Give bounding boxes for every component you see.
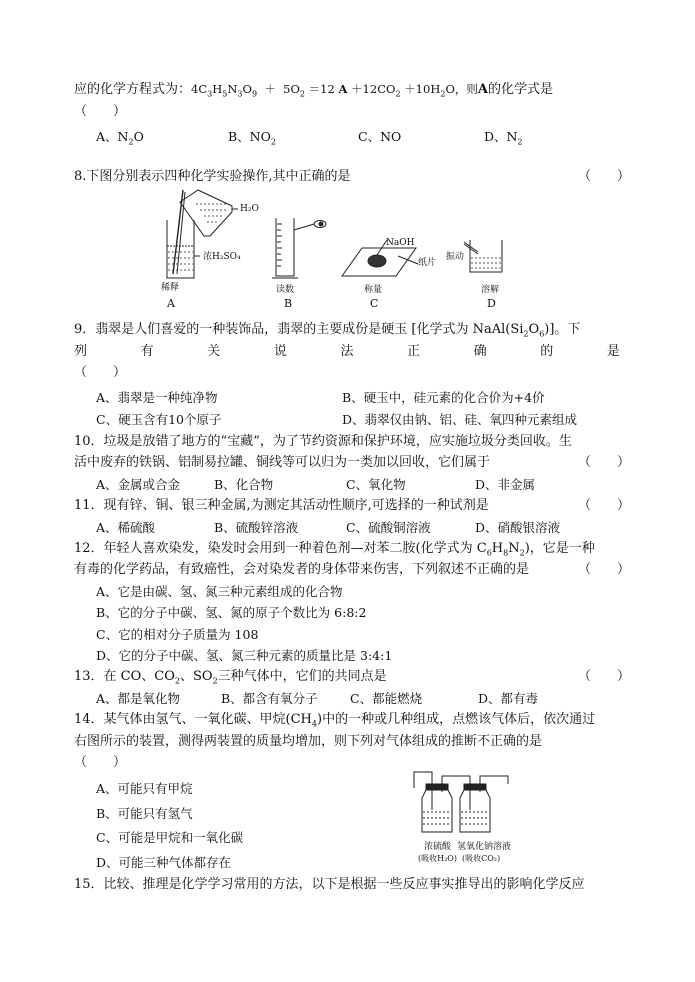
- q7-intro: 应的化学方程式为：: [74, 82, 192, 97]
- q13-answer-paren: （ ）: [578, 669, 631, 684]
- label-naoh-solution: 氢氧化钠溶液: [457, 842, 512, 852]
- q13-option-b: B、都含有氧分子: [221, 691, 318, 706]
- label-conc-h2so4: 浓H₂SO₄: [203, 252, 241, 262]
- figure-letter-a: A: [167, 297, 175, 310]
- q7-plus: ＋: [264, 82, 276, 96]
- q10-option-d: D、非金属: [475, 477, 536, 492]
- q9-option-b: B、硬玉中，硅元素的化合价为+4价: [342, 390, 545, 405]
- figure-a-dilution: [150, 186, 270, 286]
- label-conc-sulfuric: 浓硫酸: [424, 842, 452, 852]
- q11-option-a: A、稀硫酸: [96, 520, 156, 535]
- q14-option-c: C、可能是甲烷和一氧化碳: [96, 830, 244, 845]
- q14-option-b: B、可能只有氢气: [96, 806, 193, 821]
- q11-line1: 11．现有锌、铜、银三种金属,为测定其活动性顺序,可选择的一种试剂是: [74, 498, 489, 513]
- figure-letter-b: B: [284, 297, 293, 310]
- q7-eq-o2: 5O: [283, 82, 300, 96]
- q12-option-b: B、它的分子中碳、氢、氮的原子个数比为 6:8:2: [96, 605, 367, 620]
- q13-option-c: C、都能燃烧: [350, 691, 423, 706]
- label-naoh: NaOH: [386, 238, 415, 248]
- q7-eq-a2: A: [477, 82, 488, 97]
- q7-ask: 的化学式是: [487, 82, 553, 97]
- q11-option-b: B、硫酸锌溶液: [214, 520, 299, 535]
- figure-letter-c: C: [370, 297, 379, 310]
- q11-option-c: C、硫酸铜溶液: [346, 520, 431, 535]
- q15-line1: 15．比较、推理是化学学习常用的方法，以下是根据一些反应事实推导出的影响化学反应: [74, 877, 585, 892]
- q7-equation-line: 应的化学方程式为：$4C_3H_5N_3O_9 + 5O_2 =12$ $A +12CO_2 +10H_2O$，则A的化学式是: [74, 82, 553, 99]
- q10-line1: 10．垃圾是放错了地方的“宝藏”，为了节约资源和保护环境，应实施垃圾分类回收。生: [74, 434, 572, 449]
- label-h2o: H₂O: [240, 204, 259, 214]
- q13-option-d: D、都有毒: [478, 691, 539, 706]
- q7-option-c: C、NO: [358, 129, 402, 144]
- q10-option-b: B、化合物: [214, 477, 274, 492]
- label-paper: 纸片: [418, 258, 437, 268]
- q8-stem: 8.下图分别表示四种化学实验操作,其中正确的是: [74, 169, 351, 184]
- q10-line2: 活中废弃的铁锅、铝制易拉罐、铜线等可以归为一类加以回收，它们属于: [74, 455, 491, 470]
- q7-answer-paren: （ ）: [74, 104, 127, 119]
- q11-answer-paren: （ ）: [578, 498, 631, 513]
- q12-option-d: D、它的分子中碳、氢、氮三种元素的质量比是 3:4:1: [96, 648, 393, 663]
- q14-option-d: D、可能三种气体都存在: [96, 855, 232, 870]
- q7-option-a: A、$N_2O$: [96, 129, 144, 147]
- q10-option-c: C、氧化物: [346, 477, 406, 492]
- label-read: 读数: [276, 285, 295, 295]
- figure-letter-d: D: [487, 297, 496, 310]
- q14-option-a: A、可能只有甲烷: [96, 781, 193, 796]
- q7-option-b: B、$NO_2$: [228, 129, 276, 147]
- q7-eq-a: A: [338, 82, 348, 96]
- q7-eq-equals: ＝12: [308, 82, 335, 96]
- q9-option-c: C、硬玉含有10个原子: [96, 412, 222, 427]
- q14-line2: 右图所示的装置，测得两装置的质量均增加，则下列对气体组成的推断不正确的是: [74, 734, 543, 749]
- q11-option-d: D、硝酸银溶液: [475, 520, 561, 535]
- label-absorb-co2: (吸收CO₂): [462, 854, 501, 863]
- label-dilute: 稀释: [161, 283, 180, 293]
- q7-option-d: D、$N_2$: [484, 129, 523, 147]
- q7-eq-left: 4C: [191, 82, 208, 96]
- figure-gas-bottles: [412, 770, 522, 840]
- label-weigh: 称量: [364, 285, 383, 295]
- q12-option-c: C、它的相对分子质量为 108: [96, 627, 259, 642]
- q7-eq-co2: ＋12CO: [351, 82, 396, 96]
- q12-line1: 12．年轻人喜欢染发，染发时会用到一种着色剂—对苯二胺(化学式为 $C_6H_8N_2$)，它是一种: [74, 541, 595, 558]
- q7-eq-tail: O: [242, 82, 252, 96]
- q9-line2: 列 有 关 说 法 正 确 的 是: [74, 344, 620, 359]
- q7-eq-end: O，则: [445, 82, 478, 96]
- q14-answer-paren: （ ）: [74, 755, 127, 770]
- label-shake: 振动: [446, 252, 465, 262]
- figure-b-reading: [270, 214, 340, 284]
- q13-line1: 13．在 CO、$CO_2$、$SO_2$三种气体中，它们的共同点是: [74, 669, 387, 686]
- q13-option-a: A、都是氧化物: [96, 691, 181, 706]
- q14-line1: 14．某气体由氢气、一氧化碳、甲烷$(CH_4)$中的一种或几种组成，点燃该气体后，依次通过: [74, 712, 596, 729]
- q12-option-a: A、它是由碳、氢、氮三种元素组成的化合物: [96, 584, 343, 599]
- q9-option-a: A、翡翠是一种纯净物: [96, 390, 218, 405]
- label-absorb-h2o: (吸收H₂O): [418, 854, 457, 863]
- q9-line1: 9．翡翠是人们喜爱的一种装饰品，翡翠的主要成份是硬玉 [化学式为 $NaAl(Si_2O_6)$]。下: [74, 322, 581, 339]
- q8-answer-paren: （ ）: [578, 169, 631, 184]
- q7-eq-h2o: ＋10H: [404, 82, 441, 96]
- label-dissolve: 溶解: [481, 285, 500, 295]
- q9-answer-paren: （ ）: [74, 365, 127, 380]
- q12-line2: 有毒的化学药品，有致癌性，会对染发者的身体带来伤害，下列叙述不正确的是: [74, 562, 530, 577]
- q12-answer-paren: （ ）: [578, 562, 631, 577]
- q10-option-a: A、金属或合金: [96, 477, 181, 492]
- q9-option-d: D、翡翠仅由钠、铝、硅、氧四种元素组成: [342, 412, 578, 427]
- q10-answer-paren: （ ）: [578, 455, 631, 470]
